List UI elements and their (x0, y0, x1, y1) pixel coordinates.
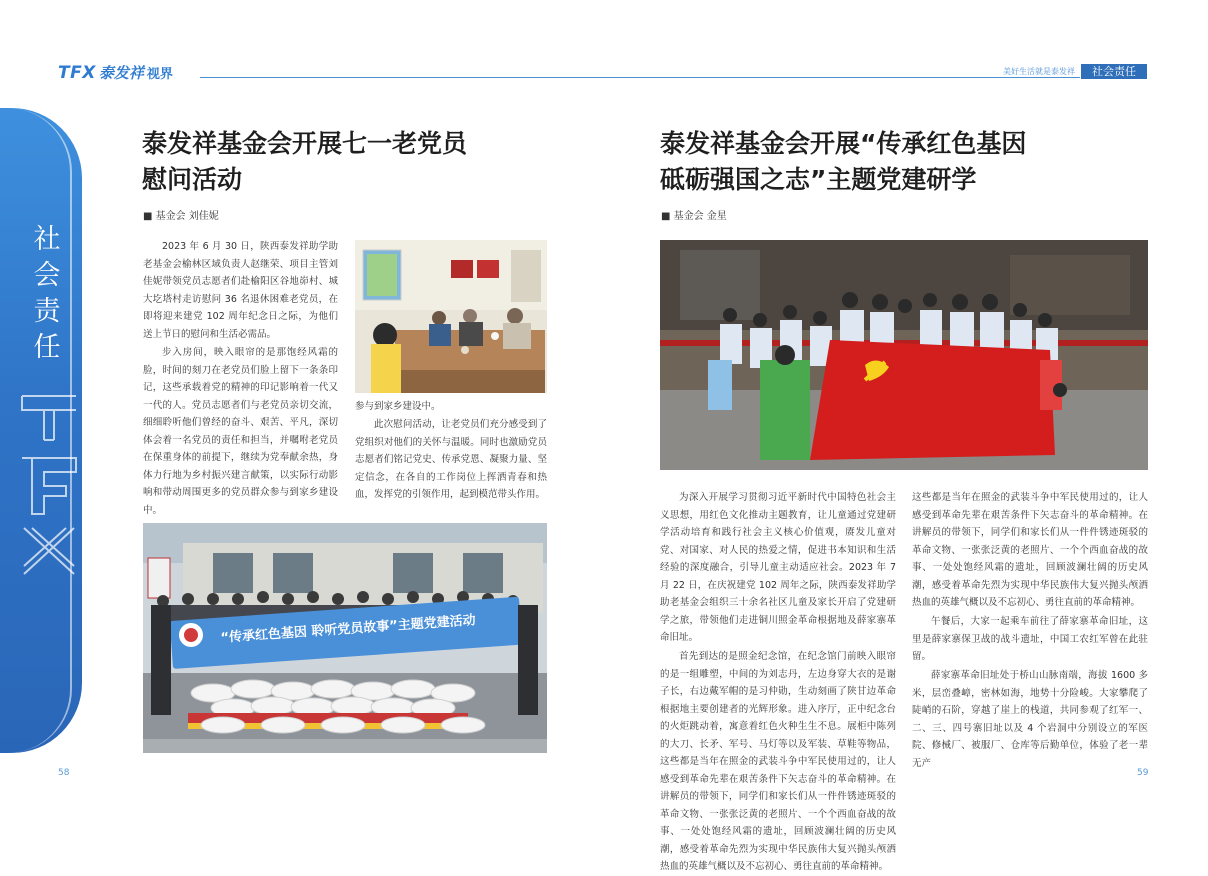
children-photo-illustration (660, 240, 1148, 470)
right-article-title (660, 126, 1026, 198)
left-article-title (142, 126, 467, 198)
logo-brand: 泰发祥 (98, 64, 144, 82)
meeting-photo-illustration (355, 240, 547, 393)
tfx-watermark-logo (14, 388, 84, 578)
left-paragraph-1: 2023 年 6 月 30 日，陕西泰发祥助学助老基金会榆林区域负责人赵继荣、项目主管刘佳妮带领党员志愿者们赴榆阳区谷地峁村、城大圪塔村走访慰问 36 名退休困难老党员，在即将迎来建党 102 周年纪念日之际，为他们送上节日的慰问和生活必需品。 (143, 241, 338, 340)
section-tag: 社会责任 (1081, 64, 1147, 79)
right-byline: ■ 基金会 金星 (661, 211, 727, 222)
page-number-left: 58 (58, 768, 70, 778)
page-number-right: 59 (1137, 768, 1149, 778)
left-title-line2: 慰问活动 (142, 165, 243, 194)
photo-visit-meeting (355, 240, 547, 393)
right-paragraph-1: 为深入开展学习贯彻习近平新时代中国特色社会主义思想，用红色文化推动主题教育，让儿童通过党建研学活动培育和践行社会主义核心价值观，赓发儿童对党、对国家、对人民的热爱之情，促进书本知识和生活经验的深度融合，引导儿童主动适应社会。2023 年 7 月 22 日，在庆祝建党 102 周年之际，陕西泰发祥助学助老基金会组织三十余名社区儿童及家长开启了党建研学之旅，带领他们走进铜川照金革命根据地及薛家寨革命旧址。 (660, 492, 896, 643)
brand-logo (58, 62, 173, 83)
right-paragraph-2-cont: 这些都是当年在照金的武装斗争中军民使用过的，让人感受到革命先辈在艰苦条件下矢志奋斗的革命精神。在讲解员的带领下，同学们和家长们从一件件锈迹斑驳的革命文物、一张张泛黄的老照片、一个个西血奋战的故事、一处处饱经风霜的遗址，回顾波澜壮阔的历史风潮，感受着革命先烈为实现中华民族伟大复兴抛头颅洒热血的英雄气概以及不忘初心、勇往直前的革命精神。 (912, 492, 1148, 608)
logo-tfx: TFX (58, 63, 96, 83)
left-paragraph-2-cont: 参与到家乡建设中。 (355, 401, 441, 412)
banner-text: “传承红色基因 聆听党员故事”主题党建活动 (220, 613, 477, 646)
right-paragraph-2: 首先到达的是照金纪念馆，在纪念馆门前映入眼帘的是一组雕塑，中间的为刘志丹，左边身穿大衣的是谢子长，右边戴军帽的是习仲勋，生动刻画了陕甘边革命根据地主要创建者的光辉形象。进入序厅，正中纪念台的火炬跳动着，寓意着红色火种生生不息。展柜中陈列的大刀、长矛、军号、马灯等以及军装、草鞋等物品，这些都是当年在照金的武装斗争中军民使用过的，让人感受到革命先辈在艰苦条件下矢志奋斗的革命精神。在讲解员的带领下，同学们和家长们从一件件锈迹斑驳的革命文物、一张张泛黄的老照片、一个个西血奋战的故事、一处处饱经风霜的遗址，回顾波澜壮阔的历史风潮，感受着革命先烈为实现中华民族伟大复兴抛头颅洒热血的英雄气概以及不忘初心、勇往直前的革命精神。 (660, 651, 896, 872)
left-byline: ■ 基金会 刘佳妮 (143, 211, 219, 222)
right-title-line2: 砥砺强国之志”主题党建研学 (660, 165, 977, 194)
left-title-line1: 泰发祥基金会开展七一老党员 (142, 129, 468, 158)
side-watermark (14, 388, 84, 578)
logo-view: 视界 (146, 67, 173, 82)
right-paragraph-4: 薛家寨革命旧址处于桥山山脉南端，海拔 1600 多米，层峦叠嶂，密林如海，地势十分险峻。大家攀爬了陡峭的石阶，穿越了崖上的栈道，共同参观了红军一、二、三、四号寨旧址以及 4 个岩洞中分别设立的军医院、修械厂、被服厂、仓库等后勤单位，体验了老一辈无产 (912, 670, 1148, 769)
left-paragraph-2: 步入房间，映入眼帘的是那饱经风霜的脸，时间的刻刀在老党员们脸上留下一条条印记，这些承载着党的精神的印记影响着一代又一代的人。党员志愿者们与老党员亲切交流，细细聆听他们曾经的奋斗、艰苦、平凡，深切体会着一名党员的责任和担当，并嘱咐老党员在保重身体的前提下，继续为党奉献余热，身体力行地为乡村振兴建言献策，以实际行动影响和带动周围更多的党员群众参与到家乡建设中。 (143, 347, 338, 516)
right-title-line1: 泰发祥基金会开展“传承红色基因 (660, 129, 1027, 158)
side-section-title: 社会责任 (33, 224, 61, 363)
photo-group-banner (143, 523, 547, 753)
right-paragraph-3: 午餐后，大家一起乘车前往了薛家寨革命旧址，这里是薛家寨保卫战的战斗遗址，中国工农红军曾在此驻留。 (912, 616, 1148, 662)
header-slogan: 美好生活就是泰发祥 (1003, 67, 1075, 76)
header-divider (200, 77, 1080, 78)
left-paragraph-3: 此次慰问活动，让老党员们充分感受到了党组织对他们的关怀与温暖。同时也激励党员志愿者们铭记党史、传承党恩、凝聚力量、坚定信念，在各自的工作岗位上挥洒青春和热血，发挥党的引领作用，起到模范带头作用。 (355, 419, 547, 500)
photo-children-flag (660, 240, 1148, 470)
